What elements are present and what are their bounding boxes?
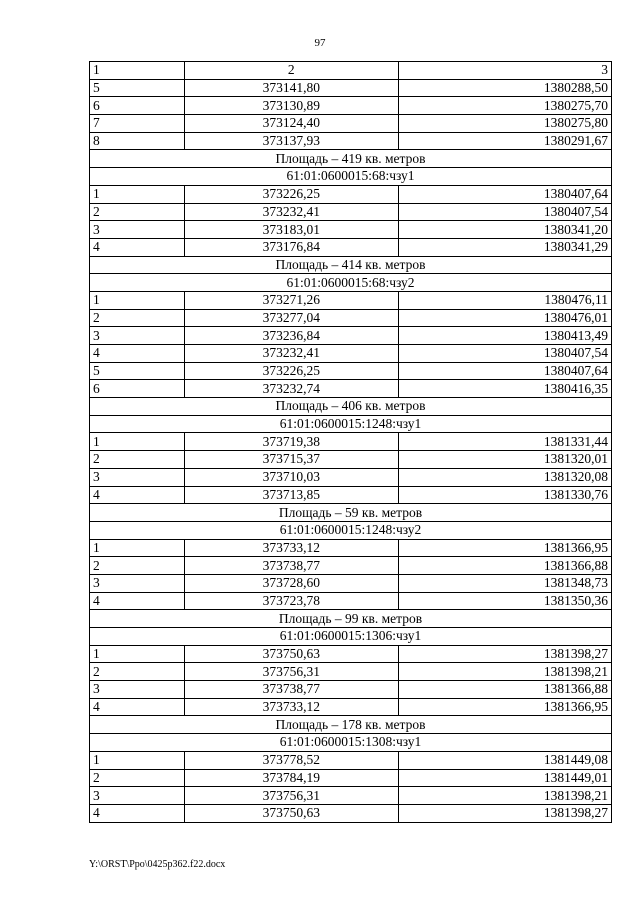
area-label: Площадь – 406 кв. метров	[90, 398, 612, 416]
x-coordinate-cell: 373176,84	[185, 238, 399, 256]
table-row	[90, 115, 612, 133]
table-row	[90, 327, 612, 345]
point-number-cell: 6	[90, 380, 185, 398]
parcel-row	[90, 274, 612, 292]
y-coordinate-cell: 1381366,88	[398, 557, 612, 575]
table-row	[90, 433, 612, 451]
x-coordinate-cell: 373183,01	[185, 221, 399, 239]
header-cell-y: 3	[398, 62, 612, 80]
x-coordinate-cell: 373232,41	[185, 345, 399, 363]
y-coordinate-cell: 1381398,21	[398, 663, 612, 681]
table-row	[90, 362, 612, 380]
x-coordinate-cell: 373137,93	[185, 132, 399, 150]
table-row	[90, 132, 612, 150]
y-coordinate-cell: 1381449,01	[398, 769, 612, 787]
parcel-row	[90, 628, 612, 646]
parcel-number-label: 61:01:0600015:1306:чзу1	[90, 628, 612, 646]
y-coordinate-cell: 1381398,27	[398, 804, 612, 822]
table-row	[90, 203, 612, 221]
area-label: Площадь – 99 кв. метров	[90, 610, 612, 628]
point-number-cell: 1	[90, 433, 185, 451]
y-coordinate-cell: 1381449,08	[398, 751, 612, 769]
x-coordinate-cell: 373710,03	[185, 468, 399, 486]
point-number-cell: 2	[90, 557, 185, 575]
point-number-cell: 4	[90, 804, 185, 822]
table-row	[90, 291, 612, 309]
area-row	[90, 504, 612, 522]
y-coordinate-cell: 1380275,70	[398, 97, 612, 115]
area-row	[90, 398, 612, 416]
table-row	[90, 486, 612, 504]
y-coordinate-cell: 1381320,01	[398, 451, 612, 469]
table-row	[90, 663, 612, 681]
table-row	[90, 769, 612, 787]
area-row	[90, 716, 612, 734]
table-row	[90, 681, 612, 699]
y-coordinate-cell: 1380407,64	[398, 185, 612, 203]
point-number-cell: 1	[90, 291, 185, 309]
y-coordinate-cell: 1380275,80	[398, 115, 612, 133]
x-coordinate-cell: 373738,77	[185, 681, 399, 699]
y-coordinate-cell: 1380476,01	[398, 309, 612, 327]
x-coordinate-cell: 373124,40	[185, 115, 399, 133]
header-cell-point-number: 1	[90, 62, 185, 80]
table-header-row	[90, 62, 612, 80]
x-coordinate-cell: 373232,41	[185, 203, 399, 221]
parcel-row	[90, 168, 612, 186]
y-coordinate-cell: 1380476,11	[398, 291, 612, 309]
header-cell-x: 2	[185, 62, 399, 80]
y-coordinate-cell: 1380413,49	[398, 327, 612, 345]
point-number-cell: 4	[90, 592, 185, 610]
parcel-number-label: 61:01:0600015:68:чзу1	[90, 168, 612, 186]
parcel-row	[90, 734, 612, 752]
y-coordinate-cell: 1380416,35	[398, 380, 612, 398]
point-number-cell: 3	[90, 221, 185, 239]
parcel-number-label: 61:01:0600015:1248:чзу2	[90, 521, 612, 539]
y-coordinate-cell: 1381398,27	[398, 645, 612, 663]
table-row	[90, 645, 612, 663]
parcel-row	[90, 415, 612, 433]
table-row	[90, 345, 612, 363]
parcel-row	[90, 521, 612, 539]
y-coordinate-cell: 1381350,36	[398, 592, 612, 610]
table-row	[90, 539, 612, 557]
table-row	[90, 698, 612, 716]
y-coordinate-cell: 1380407,54	[398, 203, 612, 221]
x-coordinate-cell: 373733,12	[185, 698, 399, 716]
parcel-number-label: 61:01:0600015:1308:чзу1	[90, 734, 612, 752]
point-number-cell: 3	[90, 681, 185, 699]
parcel-number-label: 61:01:0600015:68:чзу2	[90, 274, 612, 292]
point-number-cell: 1	[90, 185, 185, 203]
table-row	[90, 787, 612, 805]
point-number-cell: 1	[90, 539, 185, 557]
y-coordinate-cell: 1380407,64	[398, 362, 612, 380]
point-number-cell: 8	[90, 132, 185, 150]
x-coordinate-cell: 373750,63	[185, 645, 399, 663]
table-row	[90, 592, 612, 610]
point-number-cell: 2	[90, 769, 185, 787]
point-number-cell: 2	[90, 451, 185, 469]
table-row	[90, 751, 612, 769]
y-coordinate-cell: 1380341,20	[398, 221, 612, 239]
point-number-cell: 4	[90, 238, 185, 256]
table-row	[90, 185, 612, 203]
point-number-cell: 2	[90, 203, 185, 221]
point-number-cell: 7	[90, 115, 185, 133]
x-coordinate-cell: 373277,04	[185, 309, 399, 327]
x-coordinate-cell: 373750,63	[185, 804, 399, 822]
y-coordinate-cell: 1381331,44	[398, 433, 612, 451]
x-coordinate-cell: 373756,31	[185, 787, 399, 805]
y-coordinate-cell: 1380288,50	[398, 79, 612, 97]
x-coordinate-cell: 373713,85	[185, 486, 399, 504]
area-row	[90, 256, 612, 274]
x-coordinate-cell: 373719,38	[185, 433, 399, 451]
point-number-cell: 5	[90, 79, 185, 97]
table-row	[90, 451, 612, 469]
x-coordinate-cell: 373728,60	[185, 574, 399, 592]
y-coordinate-cell: 1380341,29	[398, 238, 612, 256]
x-coordinate-cell: 373738,77	[185, 557, 399, 575]
point-number-cell: 3	[90, 327, 185, 345]
point-number-cell: 3	[90, 468, 185, 486]
y-coordinate-cell: 1381366,95	[398, 539, 612, 557]
point-number-cell: 6	[90, 97, 185, 115]
table-row	[90, 380, 612, 398]
area-label: Площадь – 419 кв. метров	[90, 150, 612, 168]
y-coordinate-cell: 1381348,73	[398, 574, 612, 592]
coordinates-table	[89, 61, 612, 823]
point-number-cell: 2	[90, 663, 185, 681]
y-coordinate-cell: 1381366,88	[398, 681, 612, 699]
x-coordinate-cell: 373778,52	[185, 751, 399, 769]
y-coordinate-cell: 1381320,08	[398, 468, 612, 486]
page-number: 97	[314, 37, 326, 49]
table-row	[90, 238, 612, 256]
point-number-cell: 4	[90, 345, 185, 363]
area-row	[90, 610, 612, 628]
point-number-cell: 5	[90, 362, 185, 380]
point-number-cell: 3	[90, 787, 185, 805]
table-row	[90, 221, 612, 239]
table-row	[90, 97, 612, 115]
y-coordinate-cell: 1380291,67	[398, 132, 612, 150]
x-coordinate-cell: 373784,19	[185, 769, 399, 787]
footer-file-path: Y:\ORST\Ppo\0425p362.f22.docx	[89, 859, 226, 870]
table-row	[90, 309, 612, 327]
x-coordinate-cell: 373236,84	[185, 327, 399, 345]
table-row	[90, 557, 612, 575]
x-coordinate-cell: 373723,78	[185, 592, 399, 610]
area-label: Площадь – 178 кв. метров	[90, 716, 612, 734]
area-label: Площадь – 59 кв. метров	[90, 504, 612, 522]
table-row	[90, 79, 612, 97]
area-row	[90, 150, 612, 168]
x-coordinate-cell: 373226,25	[185, 362, 399, 380]
table-row	[90, 468, 612, 486]
x-coordinate-cell: 373232,74	[185, 380, 399, 398]
point-number-cell: 4	[90, 486, 185, 504]
x-coordinate-cell: 373141,80	[185, 79, 399, 97]
y-coordinate-cell: 1381398,21	[398, 787, 612, 805]
y-coordinate-cell: 1381330,76	[398, 486, 612, 504]
point-number-cell: 1	[90, 645, 185, 663]
table-row	[90, 574, 612, 592]
point-number-cell: 4	[90, 698, 185, 716]
x-coordinate-cell: 373715,37	[185, 451, 399, 469]
table-row	[90, 804, 612, 822]
parcel-number-label: 61:01:0600015:1248:чзу1	[90, 415, 612, 433]
y-coordinate-cell: 1381366,95	[398, 698, 612, 716]
y-coordinate-cell: 1380407,54	[398, 345, 612, 363]
point-number-cell: 3	[90, 574, 185, 592]
x-coordinate-cell: 373271,26	[185, 291, 399, 309]
x-coordinate-cell: 373756,31	[185, 663, 399, 681]
point-number-cell: 1	[90, 751, 185, 769]
x-coordinate-cell: 373130,89	[185, 97, 399, 115]
point-number-cell: 2	[90, 309, 185, 327]
x-coordinate-cell: 373226,25	[185, 185, 399, 203]
area-label: Площадь – 414 кв. метров	[90, 256, 612, 274]
x-coordinate-cell: 373733,12	[185, 539, 399, 557]
